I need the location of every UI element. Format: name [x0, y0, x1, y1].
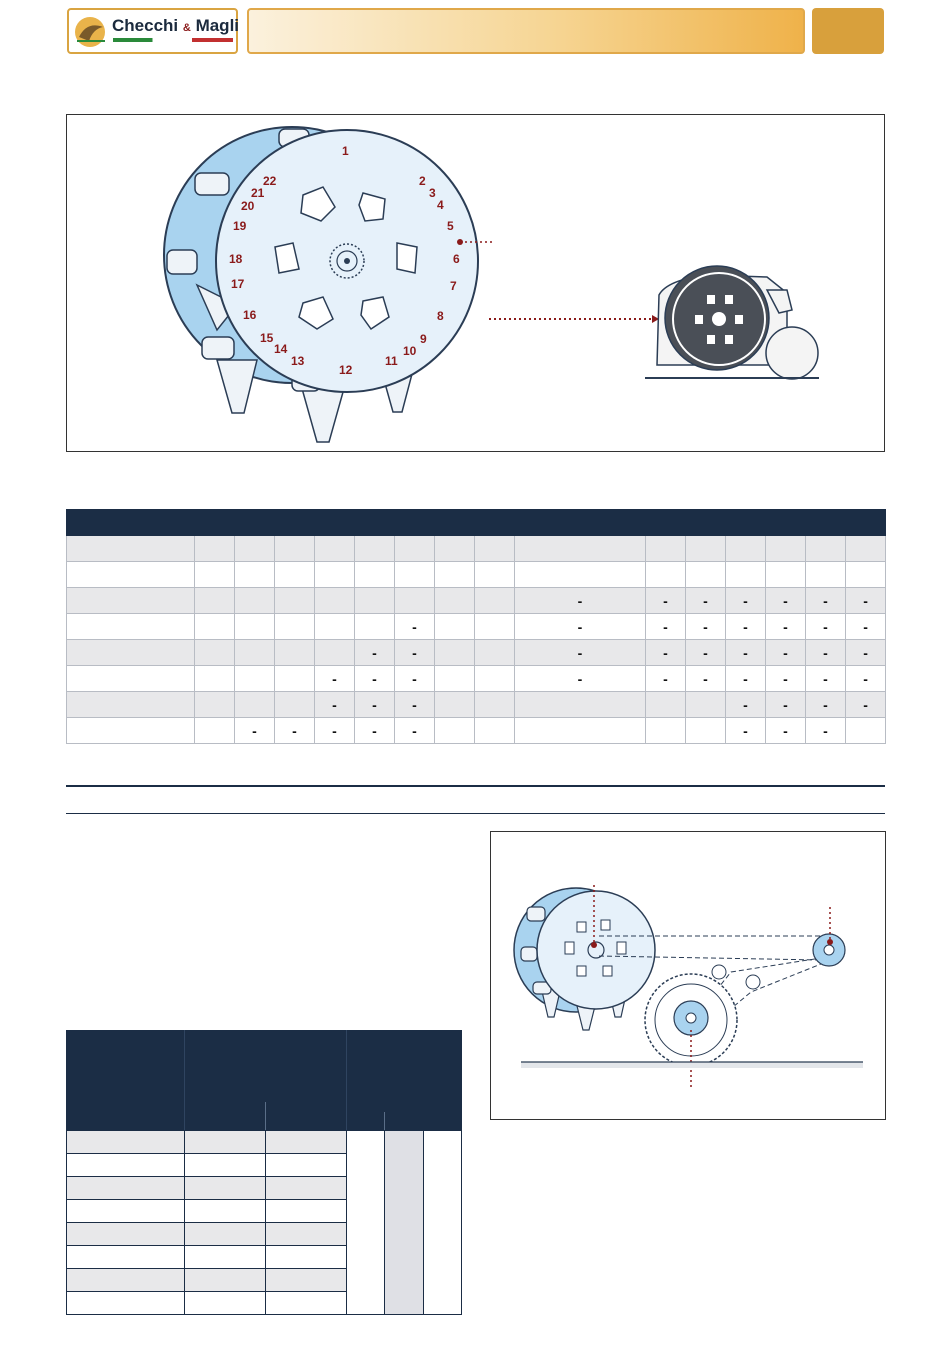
table-cell	[185, 1292, 266, 1315]
table-cell	[67, 1246, 185, 1269]
table-cell	[726, 562, 766, 588]
table-cell: -	[395, 718, 435, 744]
hole-number: 4	[437, 198, 444, 212]
table-cell	[275, 692, 315, 718]
table-cell: -	[686, 614, 726, 640]
table-cell	[315, 536, 355, 562]
table-cell	[315, 588, 355, 614]
table-cell: -	[315, 718, 355, 744]
table-cell	[766, 562, 806, 588]
table-cell: -	[806, 588, 846, 614]
table-cell	[275, 614, 315, 640]
table-cell: -	[355, 692, 395, 718]
table-cell	[235, 562, 275, 588]
table-cell: -	[275, 718, 315, 744]
merged-cell	[347, 1131, 385, 1315]
table-cell: -	[766, 614, 806, 640]
table-cell: -	[395, 666, 435, 692]
table-cell	[686, 692, 726, 718]
table-cell	[435, 562, 475, 588]
hole-number: 20	[241, 199, 255, 213]
table-row	[67, 1131, 462, 1154]
header-cell	[195, 510, 515, 536]
table-cell	[355, 562, 395, 588]
table-cell	[355, 536, 395, 562]
table-cell	[726, 536, 766, 562]
table-cell	[646, 536, 686, 562]
company-logo	[67, 8, 238, 54]
table-cell	[266, 1292, 347, 1315]
table-cell	[806, 536, 846, 562]
table-cell	[185, 1200, 266, 1223]
table-cell	[195, 536, 235, 562]
table-cell: -	[846, 666, 886, 692]
table-cell	[67, 1131, 185, 1154]
table-cell: -	[686, 666, 726, 692]
table-cell	[475, 692, 515, 718]
hole-number: 16	[243, 308, 257, 322]
header-cell	[515, 510, 646, 536]
table-cell: -	[846, 614, 886, 640]
table-row	[67, 536, 886, 562]
table-cell	[266, 1200, 347, 1223]
table-cell: -	[395, 640, 435, 666]
table-cell: -	[395, 692, 435, 718]
hole-number: 5	[447, 219, 454, 233]
hole-number: 3	[429, 186, 436, 200]
table-cell	[475, 562, 515, 588]
hole-number: 6	[453, 252, 460, 266]
table-cell	[395, 562, 435, 588]
table-cell	[185, 1223, 266, 1246]
table-cell: -	[646, 666, 686, 692]
hole-number: 22	[263, 174, 277, 188]
row-label-cell	[67, 666, 195, 692]
table-cell: -	[766, 666, 806, 692]
logo-emblem-icon	[73, 15, 109, 49]
table-cell: -	[806, 666, 846, 692]
section-divider	[66, 813, 885, 814]
section-divider	[66, 785, 885, 787]
hole-number: 14	[274, 342, 288, 356]
hole-number: 21	[251, 186, 265, 200]
table-cell: -	[726, 692, 766, 718]
table-cell	[806, 562, 846, 588]
table-cell: -	[766, 692, 806, 718]
table-cell: -	[315, 692, 355, 718]
table-cell	[686, 562, 726, 588]
table-cell	[235, 614, 275, 640]
table-cell	[315, 640, 355, 666]
table-cell	[435, 536, 475, 562]
table-cell	[185, 1154, 266, 1177]
table-cell	[266, 1177, 347, 1200]
table-cell: -	[395, 614, 435, 640]
table-cell: -	[515, 614, 646, 640]
table-cell	[315, 614, 355, 640]
table-cell: -	[515, 640, 646, 666]
hole-number: 11	[385, 354, 398, 368]
table-cell	[646, 692, 686, 718]
table-cell: -	[766, 718, 806, 744]
header-cell	[646, 510, 886, 536]
table-cell	[185, 1246, 266, 1269]
row-label-cell	[67, 536, 195, 562]
table-cell	[846, 536, 886, 562]
table-cell	[195, 718, 235, 744]
table-cell	[67, 1269, 185, 1292]
table-cell	[195, 692, 235, 718]
table2	[66, 1130, 462, 1315]
table-cell	[435, 666, 475, 692]
table-cell	[435, 588, 475, 614]
table-cell	[275, 666, 315, 692]
hole-number: 18	[229, 252, 243, 266]
table-cell: -	[846, 692, 886, 718]
table-cell	[266, 1154, 347, 1177]
table-cell	[235, 588, 275, 614]
table-cell	[67, 1292, 185, 1315]
table-row	[67, 666, 886, 692]
table-cell	[435, 614, 475, 640]
table-cell	[185, 1177, 266, 1200]
drive-transmission-figure	[490, 831, 886, 1120]
table-cell	[67, 1200, 185, 1223]
merged-cell	[385, 1131, 424, 1315]
table-cell: -	[686, 588, 726, 614]
table-cell: -	[646, 588, 686, 614]
table-cell: -	[806, 692, 846, 718]
table-cell	[195, 666, 235, 692]
table-cell	[266, 1246, 347, 1269]
row-label-cell	[67, 718, 195, 744]
table-cell	[475, 614, 515, 640]
hole-number: 12	[339, 363, 353, 377]
table-cell	[475, 536, 515, 562]
table-cell	[195, 562, 235, 588]
table-header-row	[67, 510, 886, 536]
row-label-cell	[67, 588, 195, 614]
seed-disc-illustration	[67, 115, 886, 453]
table-cell: -	[646, 614, 686, 640]
table-cell	[185, 1269, 266, 1292]
table-cell: -	[846, 640, 886, 666]
table-cell: -	[355, 718, 395, 744]
table-cell: -	[726, 614, 766, 640]
table-cell	[67, 1177, 185, 1200]
table-cell: -	[515, 666, 646, 692]
table-cell	[475, 666, 515, 692]
table2-header	[66, 1030, 462, 1130]
table-cell	[235, 666, 275, 692]
hole-number: 13	[291, 354, 305, 368]
table-cell: -	[766, 640, 806, 666]
header-cell	[67, 510, 195, 536]
hole-number: 9	[420, 332, 427, 346]
header-title-bar	[247, 8, 805, 54]
table-cell	[195, 588, 235, 614]
table-cell: -	[355, 666, 395, 692]
table-cell	[235, 536, 275, 562]
table-cell: -	[766, 588, 806, 614]
row-label-cell	[67, 692, 195, 718]
hole-number: 17	[231, 277, 245, 291]
table-cell	[515, 692, 646, 718]
table-cell	[275, 536, 315, 562]
table-cell	[266, 1269, 347, 1292]
hole-number: 1	[342, 144, 349, 158]
table-cell	[515, 536, 646, 562]
hole-number: 10	[403, 344, 417, 358]
logo-flag-stripe	[113, 38, 233, 42]
table-cell: -	[646, 640, 686, 666]
hole-number: 7	[450, 279, 457, 293]
row-label-cell	[67, 562, 195, 588]
table-cell	[355, 614, 395, 640]
hole-number: 15	[260, 331, 274, 345]
table-row	[67, 718, 886, 744]
table-row	[67, 562, 886, 588]
table-cell	[395, 588, 435, 614]
table-cell	[475, 588, 515, 614]
table-cell	[266, 1131, 347, 1154]
table-cell: -	[726, 640, 766, 666]
table-cell	[646, 562, 686, 588]
table-cell	[67, 1154, 185, 1177]
table-cell	[275, 640, 315, 666]
table-cell	[686, 718, 726, 744]
table-cell	[686, 536, 726, 562]
table-cell	[515, 562, 646, 588]
table-cell	[235, 640, 275, 666]
table-cell: -	[806, 640, 846, 666]
logo-wordmark: Checchi & Magli	[112, 16, 240, 35]
table-cell	[475, 718, 515, 744]
table-row	[67, 692, 886, 718]
hole-number: 8	[437, 309, 444, 323]
seed-disc-figure	[66, 114, 885, 452]
table-row	[67, 588, 886, 614]
table-cell	[275, 562, 315, 588]
table-cell	[195, 640, 235, 666]
table-cell	[766, 536, 806, 562]
table-cell	[315, 562, 355, 588]
table-cell	[195, 614, 235, 640]
table-cell	[235, 692, 275, 718]
hole-number: 19	[233, 219, 247, 233]
disc-hole-table	[66, 509, 886, 744]
table-cell	[435, 718, 475, 744]
table-cell	[355, 588, 395, 614]
table-cell	[275, 588, 315, 614]
table-cell	[435, 692, 475, 718]
table-cell	[646, 718, 686, 744]
hole-number: 2	[419, 174, 426, 188]
table-cell: -	[726, 718, 766, 744]
table-row	[67, 614, 886, 640]
table-cell: -	[806, 718, 846, 744]
table-cell: -	[726, 666, 766, 692]
merged-cell	[424, 1131, 462, 1315]
table-cell: -	[515, 588, 646, 614]
row-label-cell	[67, 640, 195, 666]
table-cell	[435, 640, 475, 666]
row-label-cell	[67, 614, 195, 640]
table-cell: -	[315, 666, 355, 692]
table-cell: -	[806, 614, 846, 640]
table-cell	[846, 562, 886, 588]
table-cell	[395, 536, 435, 562]
table-cell: -	[846, 588, 886, 614]
table-cell	[846, 718, 886, 744]
table-cell: -	[355, 640, 395, 666]
table-cell	[67, 1223, 185, 1246]
table-row	[67, 640, 886, 666]
drive-transmission-illustration	[491, 832, 887, 1121]
table-cell	[475, 640, 515, 666]
table-cell	[515, 718, 646, 744]
table-cell: -	[726, 588, 766, 614]
header-page-tab	[812, 8, 884, 54]
table-cell: -	[686, 640, 726, 666]
table-cell: -	[235, 718, 275, 744]
table-cell	[185, 1131, 266, 1154]
table-cell	[266, 1223, 347, 1246]
